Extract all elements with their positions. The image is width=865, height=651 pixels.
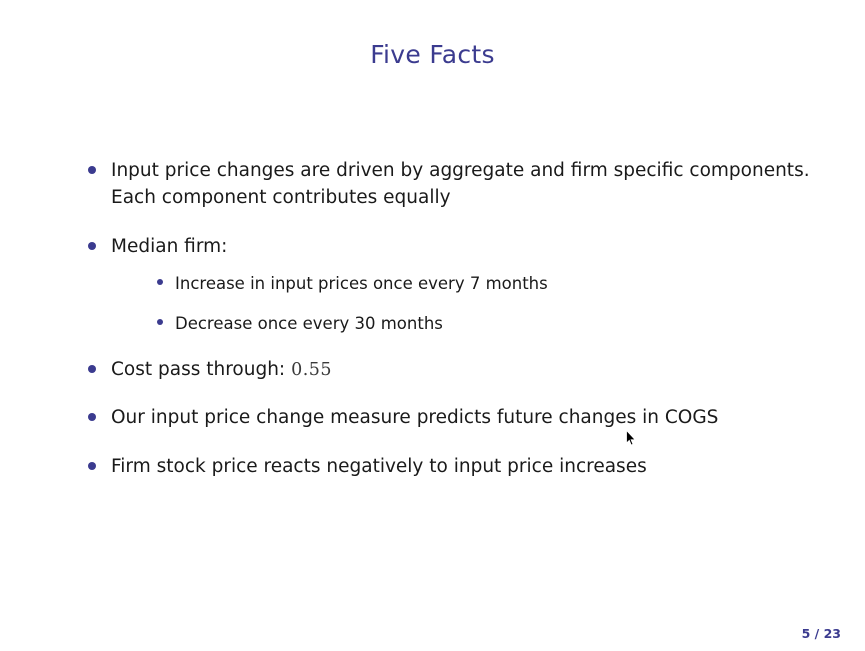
- sub-bullet-list: [111, 272, 826, 334]
- sub-bullet-text: Increase in input prices once every 7 months: [175, 274, 548, 294]
- bullet-dot-icon: [88, 365, 96, 373]
- bullet-text: Firm stock price reacts negatively to input price increases: [111, 456, 647, 478]
- list-item: [86, 454, 826, 481]
- list-item: [155, 312, 826, 335]
- bullet-text: Cost pass through:: [111, 358, 286, 380]
- bullet-dot-icon: [88, 462, 96, 470]
- bullet-dot-icon: [157, 319, 163, 325]
- bullet-list: [86, 158, 826, 481]
- page-number: 5 / 23: [801, 626, 841, 641]
- list-item: [86, 234, 826, 335]
- sub-bullet-text: Decrease once every 30 months: [175, 313, 443, 333]
- bullet-dot-icon: [88, 413, 96, 421]
- bullet-text: Input price changes are driven by aggregate and firm specific components. Each component contributes equally: [111, 160, 810, 208]
- slide-content: [86, 158, 826, 503]
- list-item: [155, 272, 826, 295]
- bullet-dot-icon: [88, 166, 96, 174]
- cost-pass-through-value: 0.55: [291, 359, 333, 380]
- list-item: [86, 357, 826, 384]
- bullet-text: Median firm:: [111, 235, 228, 257]
- list-item: [86, 405, 826, 432]
- slide-title: Five Facts: [370, 40, 495, 69]
- bullet-dot-icon: [157, 279, 163, 285]
- bullet-dot-icon: [88, 242, 96, 250]
- bullet-text: Our input price change measure predicts future changes in COGS: [111, 407, 719, 429]
- list-item: [86, 158, 826, 212]
